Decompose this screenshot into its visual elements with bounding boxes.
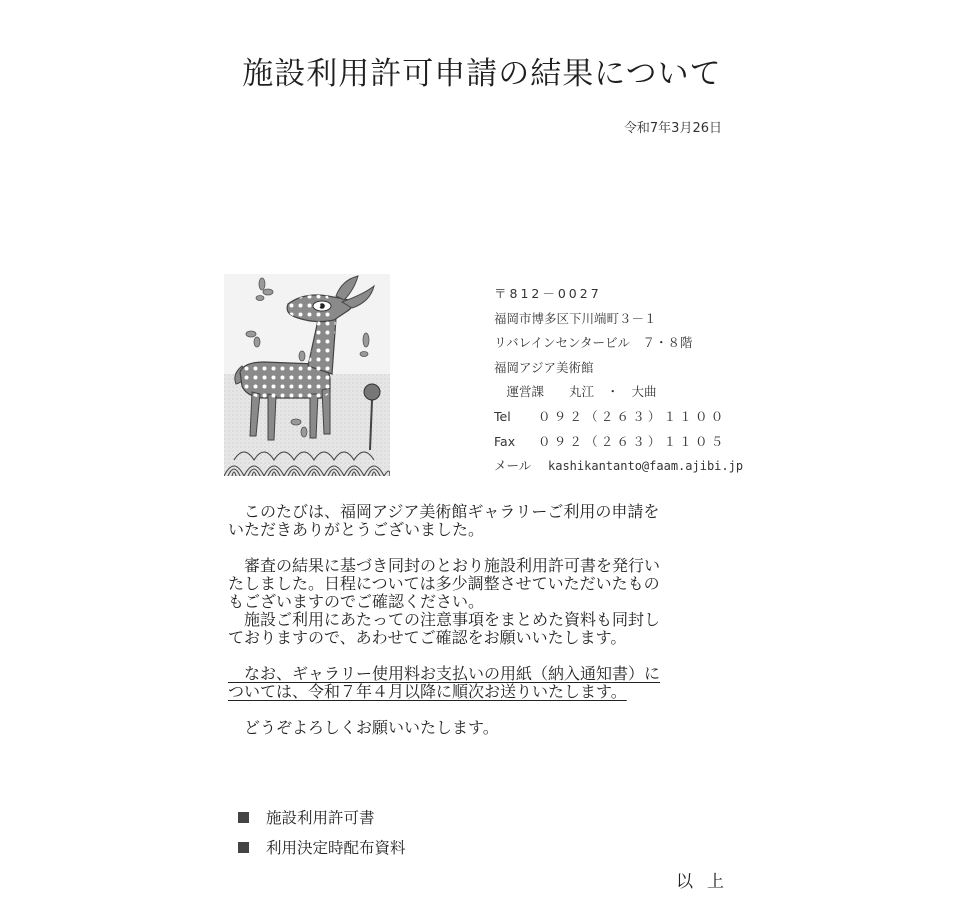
mail-line xyxy=(494,454,743,479)
street-address: 福岡市博多区下川端町３－１ xyxy=(494,310,657,326)
department-contacts: 運営課 丸江 ・ 大曲 xyxy=(494,384,657,400)
tel-number: ０９２（２６３）１１００ xyxy=(538,408,727,424)
body-paragraph-payment-notice: なお、ギャラリー使用料お支払いの用紙（納入通知書）に ついては、令和７年４月以降に順次お送りいたします。 xyxy=(228,664,661,701)
building-name: リバレインセンタービル ７・８階 xyxy=(494,335,693,351)
fax-line xyxy=(494,430,743,455)
document-date: 令和7年3月26日 xyxy=(623,121,722,136)
square-bullet-icon xyxy=(238,842,249,853)
enclosure-list xyxy=(238,808,406,868)
letter-body xyxy=(228,503,728,737)
body-paragraph-thanks: このたびは、福岡アジア美術館ギャラリーご利用の申請を いただきありがとうございました。 xyxy=(228,502,660,539)
document-title: 施設利用許可申請の結果について xyxy=(242,56,722,92)
postal-code: 〒812－0027 xyxy=(494,286,602,301)
organization-name: 福岡アジア美術館 xyxy=(494,359,594,375)
list-item xyxy=(238,838,406,868)
body-paragraph-regards: どうぞよろしくお願いいたします。 xyxy=(228,718,499,737)
body-paragraph-result: 審査の結果に基づき同封のとおり施設利用許可書を発行い たしました。日程については多少調整させていただいたもの もございますのでご確認ください。 施設ご利用にあたっての注意事項をまとめた資料も同封し ておりますので、あわせてご確認をお願いいたします。 xyxy=(228,556,661,647)
enclosure-label: 利用決定時配布資料 xyxy=(266,839,406,857)
fax-number: ０９２（２６３）１１０５ xyxy=(538,433,727,449)
enclosure-label: 施設利用許可書 xyxy=(266,809,375,827)
deer-illustration-icon xyxy=(224,274,390,476)
mail-address: kashikantanto@faam.ajibi.jp xyxy=(548,459,744,474)
tel-line xyxy=(494,405,743,430)
sender-address-block xyxy=(494,282,743,479)
square-bullet-icon xyxy=(238,812,249,823)
list-item xyxy=(238,808,406,838)
closing-mark: 以上 xyxy=(676,872,738,892)
mail-label: メール xyxy=(494,458,532,474)
fax-label: Fax xyxy=(494,433,516,449)
tel-label: Tel xyxy=(494,408,511,424)
